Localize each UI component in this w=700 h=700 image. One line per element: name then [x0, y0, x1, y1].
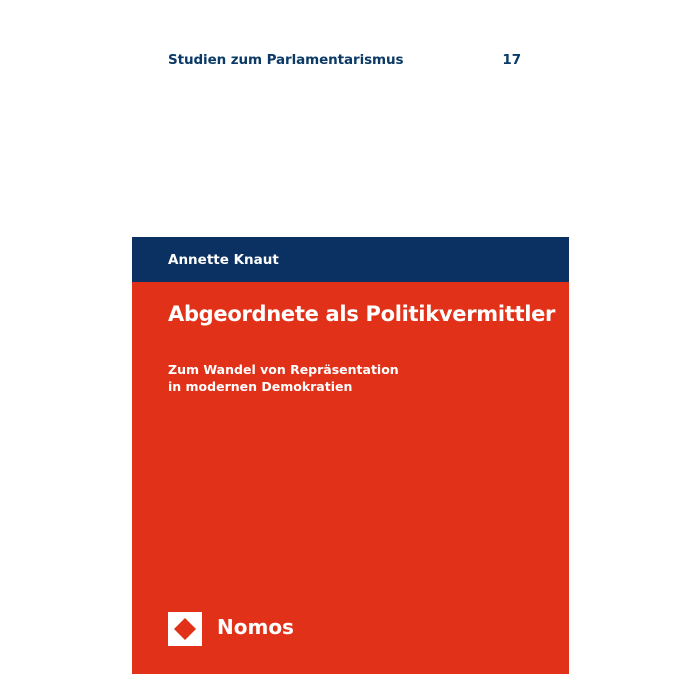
series-title: Studien zum Parlamentarismus [168, 52, 404, 68]
subtitle-line: Zum Wandel von Repräsentation [168, 362, 399, 377]
book-subtitle [168, 361, 399, 395]
series-header [168, 52, 521, 72]
series-number: 17 [502, 52, 521, 68]
author-name: Annette Knaut [168, 252, 279, 268]
book-title: Abgeordnete als Politikvermittler [168, 302, 556, 326]
cover-box [132, 237, 569, 674]
subtitle-line: in modernen Demokratien [168, 379, 353, 394]
title-panel [132, 282, 569, 674]
nomos-diamond-logo-icon [168, 612, 202, 646]
author-band [132, 237, 569, 282]
publisher-name: Nomos [217, 615, 294, 639]
